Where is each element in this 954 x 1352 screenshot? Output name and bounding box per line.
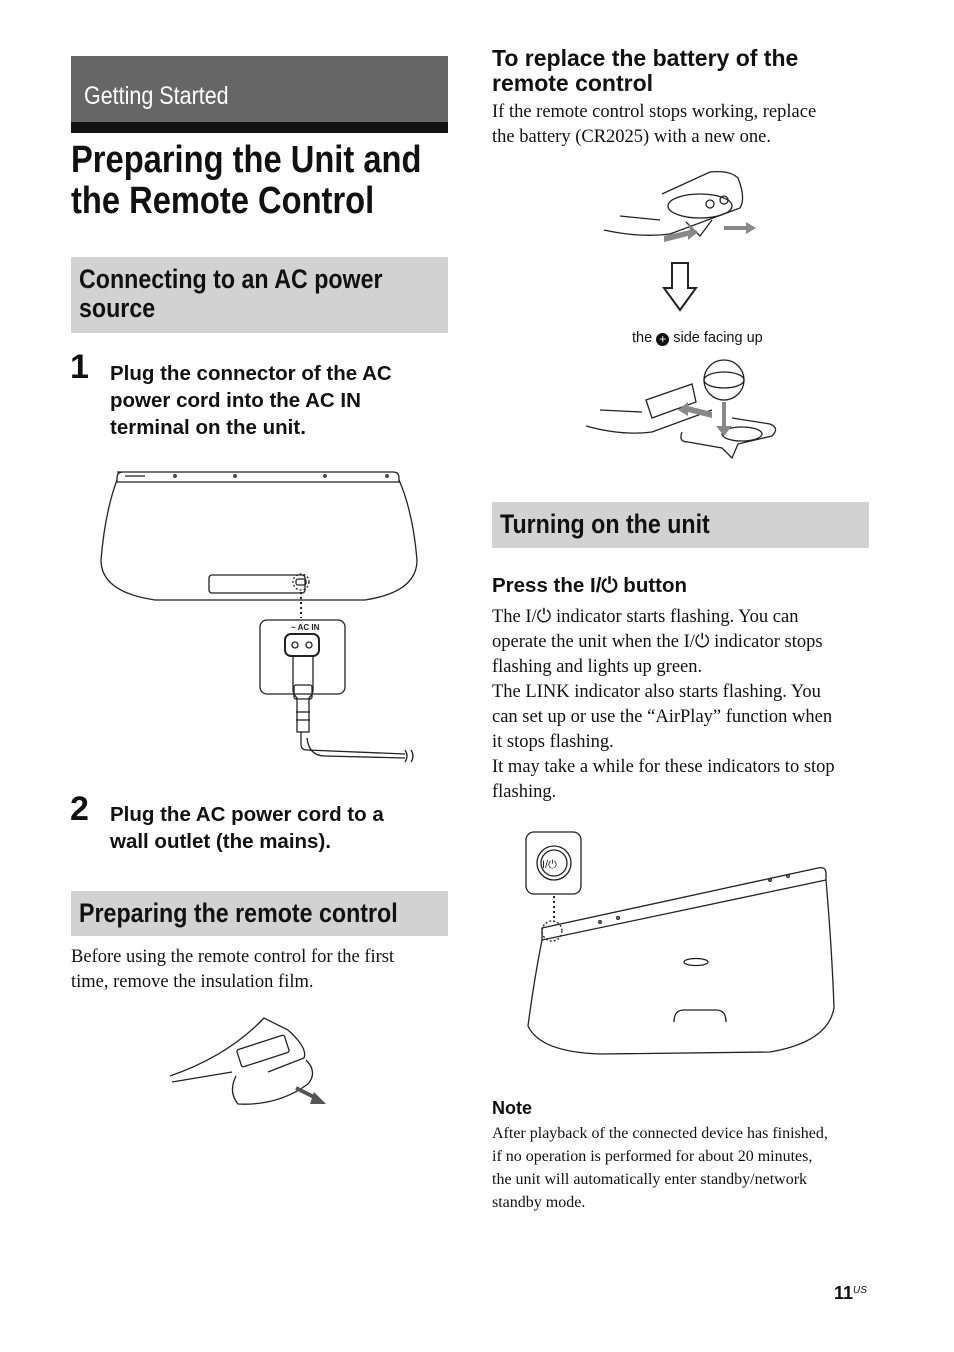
speaker-front-illustration — [520, 830, 840, 1060]
power-button-label: I/⏻ — [542, 859, 557, 871]
power-body — [492, 605, 835, 805]
battery-caption-post: side facing up — [673, 330, 763, 346]
battery-heading-line: remote control — [492, 70, 654, 96]
power-heading-box — [492, 502, 869, 548]
step-2-line: Plug the AC power cord to a — [110, 803, 384, 826]
power-body-line: flashing. — [492, 782, 557, 802]
page-number-suffix: US — [853, 1285, 867, 1296]
ac-power-heading-line: source — [79, 293, 156, 323]
step-1-line: terminal on the unit. — [110, 416, 306, 439]
battery-heading-line: To replace the battery of the — [492, 45, 799, 71]
step-1-text — [110, 360, 392, 441]
section-banner-underline — [71, 122, 448, 133]
power-heading: Turning on the unit — [500, 509, 710, 539]
power-body-line: The LINK indicator also starts flashing. You — [492, 682, 821, 702]
remote-heading: Preparing the remote control — [79, 898, 398, 928]
battery-body-line: the battery (CR2025) with a new one. — [492, 127, 771, 147]
page-number — [834, 1283, 867, 1304]
ac-power-heading-line: Connecting to an AC power — [79, 264, 383, 294]
battery-tray-release-illustration — [600, 168, 760, 248]
step-2-line: wall outlet (the mains). — [110, 830, 331, 853]
battery-body-line: If the remote control stops working, replace — [492, 102, 817, 122]
section-banner-label: Getting Started — [84, 82, 229, 110]
speaker-rear-illustration — [95, 462, 425, 772]
power-body-line: flashing and lights up green. — [492, 657, 703, 677]
remote-body-line: Before using the remote control for the first — [71, 947, 395, 967]
battery-caption-pre: the — [632, 330, 653, 346]
page-title-line: the Remote Control — [71, 180, 375, 222]
note-heading: Note — [492, 1098, 532, 1118]
battery-caption — [632, 330, 763, 346]
battery-insert-illustration — [582, 362, 782, 462]
remote-insulation-illustration — [168, 1012, 338, 1112]
power-subhead: Press the I/⏻ button — [492, 574, 688, 597]
power-body-line: it stops flashing. — [492, 732, 614, 752]
step-number-2: 2 — [70, 790, 89, 828]
note-line: if no operation is performed for about 20 minutes, — [492, 1148, 813, 1165]
power-body-line: The I/⏻ indicator starts flashing. You can — [492, 607, 799, 627]
page-title — [71, 140, 421, 222]
note-line: the unit will automatically enter standby/network — [492, 1171, 808, 1188]
page-title-line: Preparing the Unit and — [71, 139, 422, 181]
ac-power-heading-box — [71, 257, 448, 333]
power-body-line: can set up or use the “AirPlay” function when — [492, 707, 833, 727]
down-arrow-icon — [663, 262, 697, 312]
remote-body-line: time, remove the insulation film. — [71, 972, 314, 992]
note-line: After playback of the connected device has finished, — [492, 1125, 828, 1142]
remote-body — [71, 945, 394, 995]
battery-body — [492, 100, 816, 150]
note-line: standby mode. — [492, 1194, 586, 1211]
note-body — [492, 1122, 828, 1214]
remote-heading-box — [71, 891, 448, 936]
plus-circle-icon: + — [656, 333, 669, 346]
step-2-text — [110, 801, 384, 855]
step-number-1: 1 — [70, 348, 89, 386]
power-body-line: operate the unit when the I/⏻ indicator stops — [492, 632, 823, 652]
page-number-value: 11 — [834, 1283, 854, 1303]
step-1-line: power cord into the AC IN — [110, 389, 361, 412]
step-1-line: Plug the connector of the AC — [110, 362, 392, 385]
battery-heading — [492, 46, 798, 96]
power-body-line: It may take a while for these indicators to stop — [492, 757, 835, 777]
ac-in-label: ~ AC IN — [291, 623, 320, 632]
